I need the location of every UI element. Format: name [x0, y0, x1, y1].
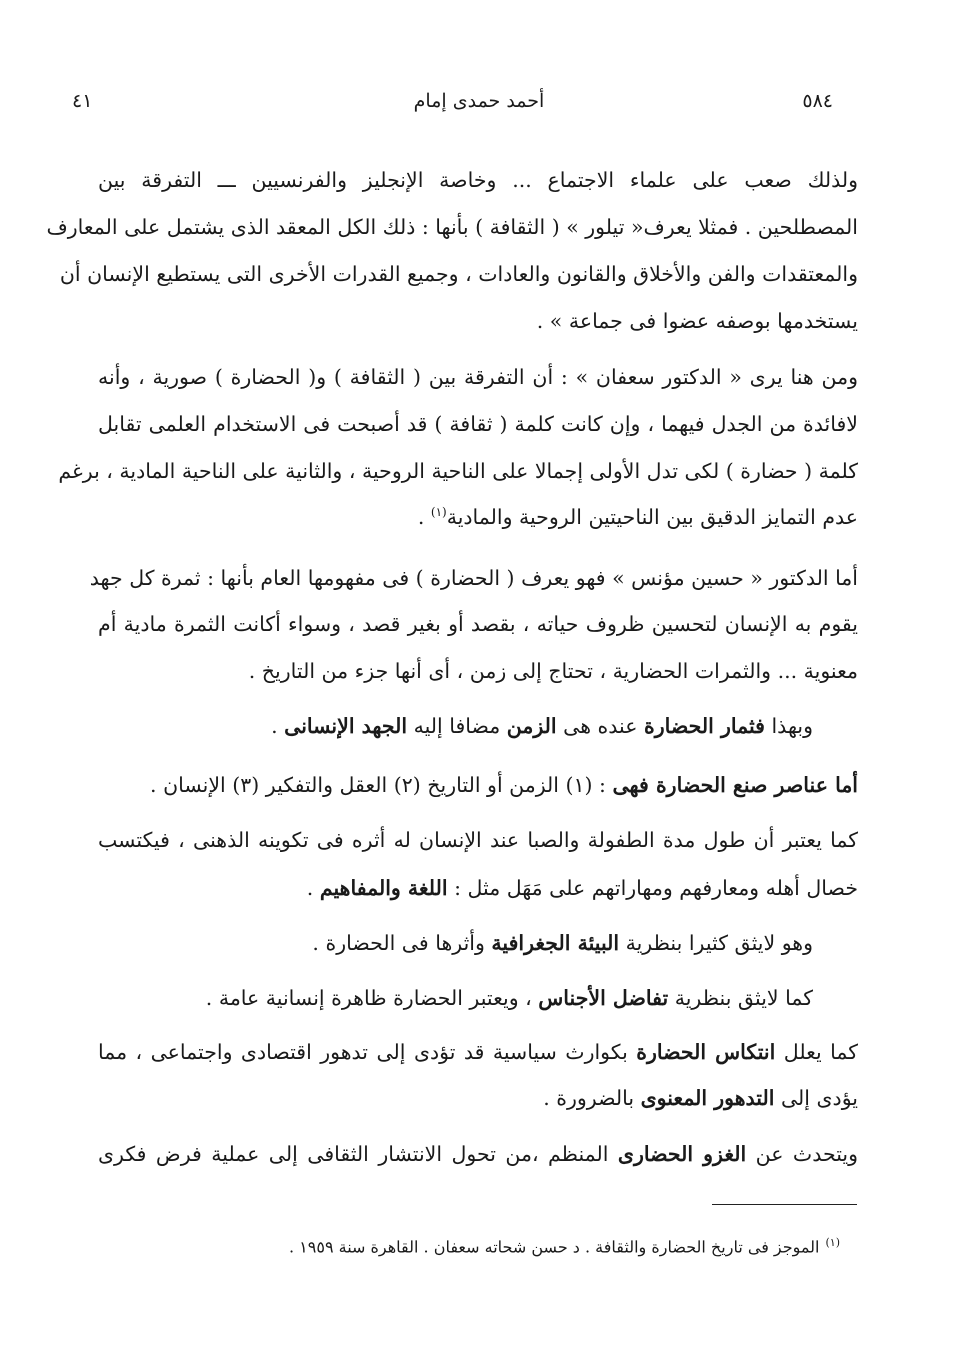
- text-line: ولذلك صعب على علماء الاجتماع ... وخاصة الإنجليز والفرنسيين ـــ التفرقة بين: [98, 168, 858, 192]
- text-line: أما الدكتور « حسين مؤنس » فهو يعرف ( الحضارة ) فى مفهومها العام بأنها : ثمرة كل جهد: [89, 566, 858, 590]
- footnote-reference: (١): [430, 505, 447, 520]
- bold-term: الجهد الإنسانى: [284, 714, 408, 738]
- running-header-author: أحمد حمدى إمام: [413, 90, 545, 112]
- footnote-text: الموجز فى تاريخ الحضارة والثقافة . د حسن شحاته سعفان . القاهرة سنة ١٩٥٩ .: [288, 1237, 820, 1257]
- text-line: يؤدى إلى التدهور المعنوى بالضرورة .: [543, 1086, 858, 1110]
- text-line: يقوم به الإنسان لتحسين ظروف حياته ، بقصد أو بغير قصد ، وسواء أكانت الثمرة مادية أم: [98, 612, 858, 636]
- issue-number: ٤١: [72, 90, 93, 112]
- paragraph-8: كما لايثق بنظرية تفاضل الأجناس ، ويعتبر الحضارة ظاهرة إنسانية عامة .: [205, 986, 813, 1010]
- bold-term: التدهور المعنوى: [640, 1086, 775, 1110]
- text-line: والمعتقدات والفن والأخلاق والقانون والعادات ، وجميع القدرات الأخرى التى يستطيع الإنسان أن: [59, 262, 858, 286]
- text-line: كما يعتبر أن طول مدة الطفولة والصبا عند الإنسان له أثره فى تكوينه الذهنى ، فيكتسب: [98, 828, 858, 852]
- text-line: خصال أهله ومعارفهم ومهاراتهم على مَهَل مثل : اللغة والمفاهيم .: [306, 876, 858, 900]
- text-line: عدم التمايز الدقيق بين الناحيتين الروحية والمادية$^{(١)}$ .: [417, 505, 858, 529]
- text-line: كلمة ( حضارة ) لكى تدل الأولى إجمالا على الناحية الروحية ، والثانية على الناحية المادية ، برغم: [58, 459, 858, 483]
- bold-term: الغزو الحضارى: [617, 1142, 747, 1166]
- text-line: لافائدة من الجدل فيهما ، وإن كانت كلمة ( ثقافة ) قد أصبحت فى الاستخدام العلمى تقابل: [98, 412, 858, 436]
- footnote-marker: (١): [825, 1236, 840, 1249]
- paragraph-5: أما عناصر صنع الحضارة فهى : (١) الزمن أو التاريخ (٢) العقل والتفكير (٣) الإنسان .: [150, 773, 858, 797]
- text-line: المصطلحين . فمثلا يعرف« تيلور » ( الثقافة ) بأنها : ذلك الكل المعقد الذى يشتمل على المعارف: [46, 215, 858, 239]
- bold-term: انتكاس الحضارة: [636, 1040, 776, 1064]
- text-line: ومن هنا يرى « الدكتور سعفان » : أن التفرقة بين ( الثقافة ) و( الحضارة ) صورية ، وأنه: [98, 365, 858, 389]
- paragraph-4: وبهذا فثمار الحضارة عنده هى الزمن مضافا إليه الجهد الإنسانى .: [271, 714, 813, 738]
- text-line: كما يعلل انتكاس الحضارة بكوارث سياسية قد تؤدى إلى تدهور اقتصادى واجتماعى ، مما: [98, 1040, 859, 1064]
- bold-term: أما عناصر صنع الحضارة فهى: [612, 773, 858, 797]
- text-line: يستخدمها بوصفه عضوا فى جماعة » .: [536, 309, 858, 333]
- bold-term: الزمن: [506, 714, 557, 738]
- bold-term: فثمار الحضارة: [644, 714, 765, 738]
- page-number: ٥٨٤: [802, 90, 833, 112]
- paragraph-10: ويتحدث عن الغزو الحضارى المنظم ،من تحول الانتشار الثقافى إلى عملية فرض فكرى: [98, 1142, 858, 1166]
- footnote: [289, 1230, 840, 1260]
- paragraph-7: وهو لايثق كثيرا بنظرية البيئة الجغرافية وأثرها فى الحضارة .: [312, 931, 813, 955]
- text-line: معنوية ... والثمرات الحضارية ، تحتاج إلى زمن ، أى أنها جزء من التاريخ .: [248, 659, 858, 683]
- bold-term: البيئة الجغرافية: [491, 931, 620, 955]
- bold-term: اللغة والمفاهيم: [319, 876, 448, 900]
- footnote-separator: [712, 1204, 857, 1205]
- bold-term: تفاضل الأجناس: [538, 986, 669, 1010]
